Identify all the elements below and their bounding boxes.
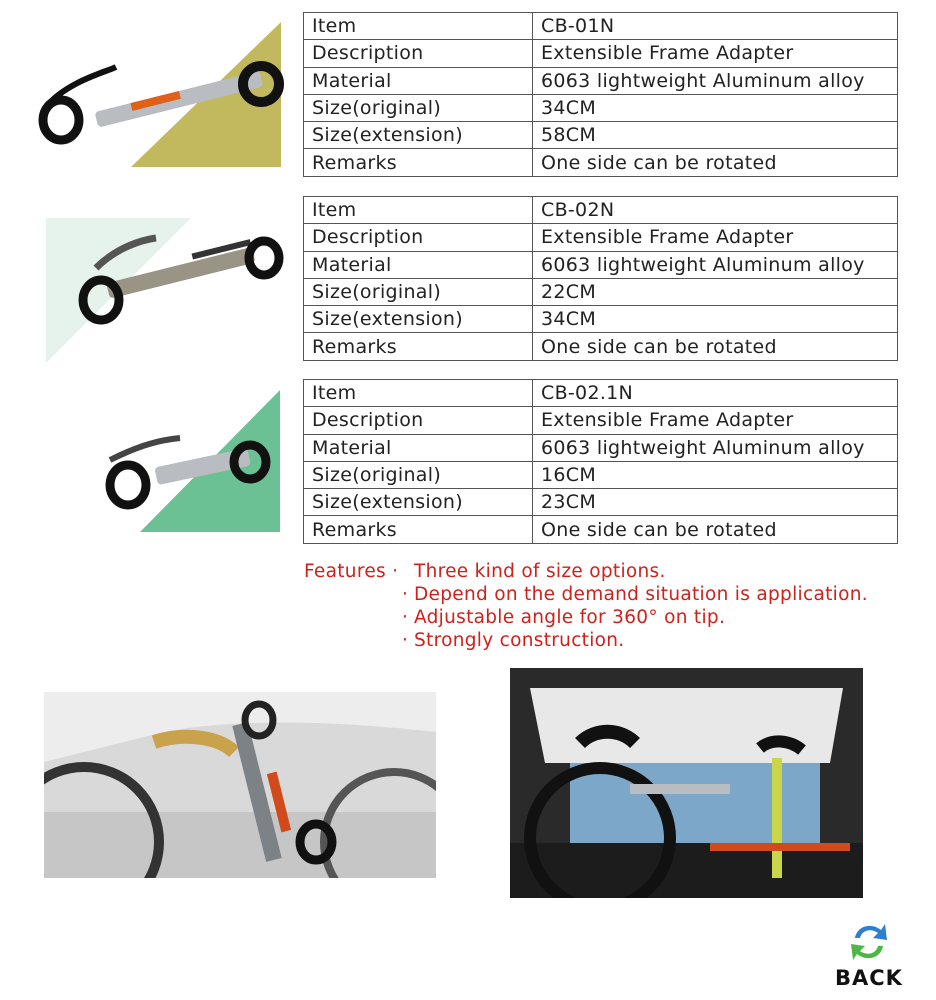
back-arrow-icon: [849, 920, 889, 964]
spec-label: Size(extension): [304, 306, 533, 333]
spec-row: [304, 278, 898, 305]
spec-value: One side can be rotated: [533, 516, 898, 543]
spec-row: [304, 94, 898, 121]
spec-value: Extensible Frame Adapter: [533, 40, 898, 67]
cb-01n-adapter-image: [36, 22, 286, 167]
back-button[interactable]: [834, 920, 904, 990]
spec-row: [304, 40, 898, 67]
spec-label: Remarks: [304, 516, 533, 543]
spec-row: [304, 461, 898, 488]
spec-value: One side can be rotated: [533, 149, 898, 176]
spec-label: Size(extension): [304, 122, 533, 149]
spec-label: Size(extension): [304, 489, 533, 516]
cb-02n-adapter-image: [46, 218, 286, 363]
spec-label: Item: [304, 13, 533, 40]
spec-label: Description: [304, 407, 533, 434]
spec-row: [304, 380, 898, 407]
spec-label: Material: [304, 67, 533, 94]
spec-label: Size(original): [304, 461, 533, 488]
spec-value: Extensible Frame Adapter: [533, 224, 898, 251]
spec-value: 6063 lightweight Aluminum alloy: [533, 251, 898, 278]
spec-table-cb-02n: [303, 196, 898, 361]
spec-label: Item: [304, 197, 533, 224]
spec-value: 6063 lightweight Aluminum alloy: [533, 67, 898, 94]
spec-row: [304, 306, 898, 333]
spec-row: [304, 197, 898, 224]
spec-label: Size(original): [304, 278, 533, 305]
spec-value: 22CM: [533, 278, 898, 305]
spec-label: Remarks: [304, 333, 533, 360]
spec-value: CB-01N: [533, 13, 898, 40]
spec-row: [304, 434, 898, 461]
features-list: [304, 560, 868, 652]
feature-item: Features · Three kind of size options.: [304, 561, 666, 582]
spec-label: Material: [304, 434, 533, 461]
spec-value: 23CM: [533, 489, 898, 516]
spec-row: [304, 67, 898, 94]
car-interior-photo-left: [44, 692, 436, 878]
spec-label: Item: [304, 380, 533, 407]
feature-item: · Depend on the demand situation is application.: [402, 584, 868, 605]
spec-row: [304, 333, 898, 360]
spec-value: 16CM: [533, 461, 898, 488]
back-label: BACK: [835, 966, 903, 990]
spec-label: Material: [304, 251, 533, 278]
spec-row: [304, 251, 898, 278]
spec-value: 6063 lightweight Aluminum alloy: [533, 434, 898, 461]
car-interior-photo-right: [510, 668, 863, 898]
spec-row: [304, 224, 898, 251]
spec-table-cb-01n: [303, 12, 898, 177]
spec-value: 34CM: [533, 94, 898, 121]
spec-value: CB-02N: [533, 197, 898, 224]
features-label: Features ·: [304, 561, 399, 582]
feature-item: · Adjustable angle for 360° on tip.: [402, 607, 726, 628]
spec-label: Size(original): [304, 94, 533, 121]
spec-value: 58CM: [533, 122, 898, 149]
spec-label: Description: [304, 40, 533, 67]
spec-table-cb-02-1n: [303, 379, 898, 544]
spec-value: One side can be rotated: [533, 333, 898, 360]
spec-label: Remarks: [304, 149, 533, 176]
spec-value: Extensible Frame Adapter: [533, 407, 898, 434]
spec-row: [304, 407, 898, 434]
spec-row: [304, 13, 898, 40]
spec-row: [304, 489, 898, 516]
spec-label: Description: [304, 224, 533, 251]
spec-row: [304, 149, 898, 176]
cb-02-1n-adapter-image: [100, 390, 282, 535]
spec-row: [304, 516, 898, 543]
spec-row: [304, 122, 898, 149]
feature-item: · Strongly construction.: [402, 630, 625, 651]
spec-value: 34CM: [533, 306, 898, 333]
spec-value: CB-02.1N: [533, 380, 898, 407]
